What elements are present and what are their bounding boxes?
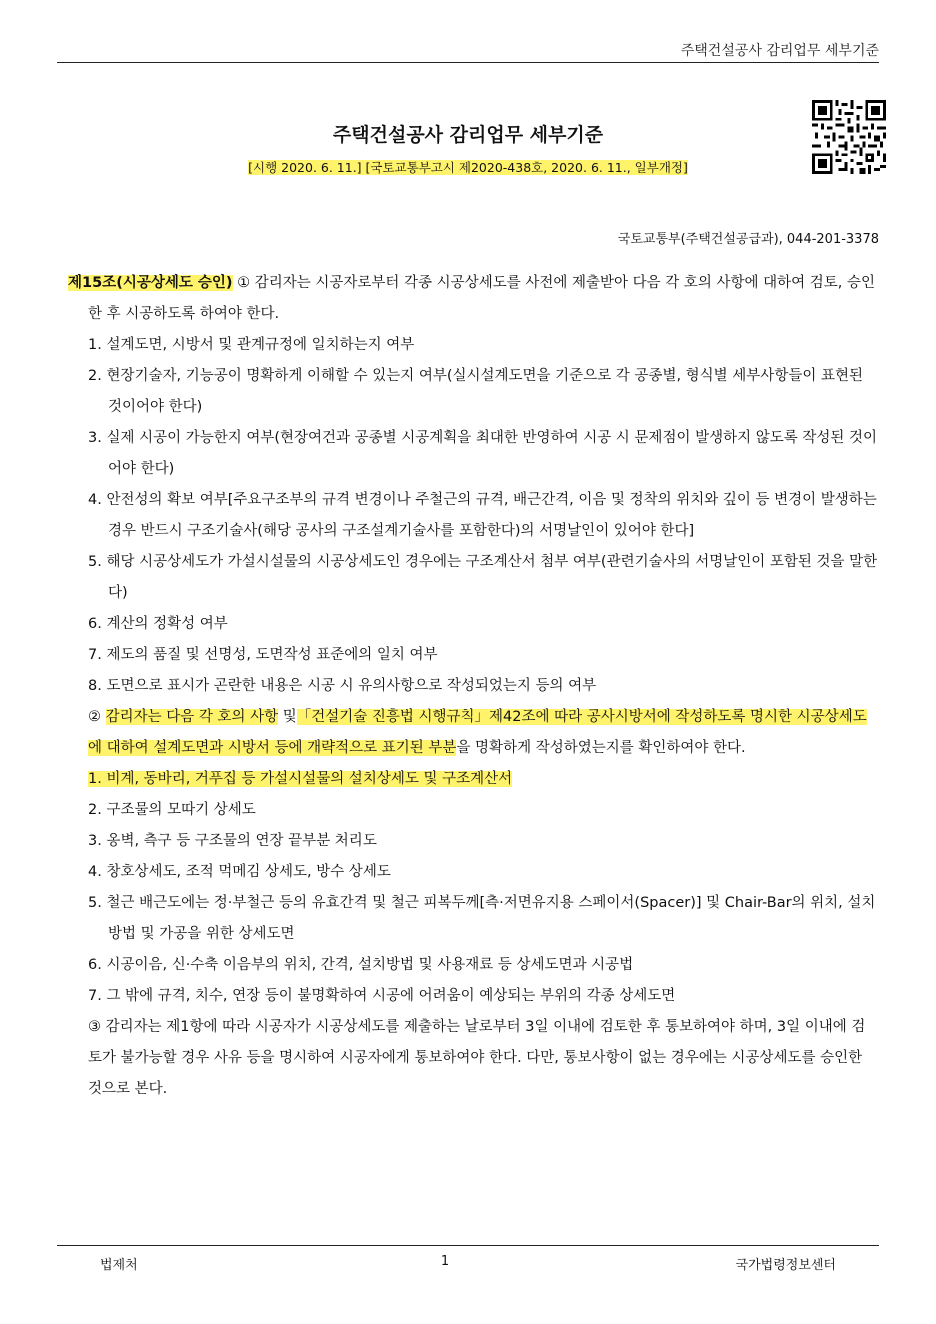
paragraph-2-highlight-2: 「건설기술 진흥법 시행규칙」제42조에 따라 공사시방서에 작성하도록 명시한 시공상세도에 대하여 설계도면과 시방서 등에 개략적으로 표기된 부분 xyxy=(88,709,867,756)
list-item: 3. 실제 시공이 가능한지 여부(현장여건과 공종별 시공계획을 최대한 반영하여 시공 시 문제점이 발생하지 않도록 작성된 것이어야 한다) xyxy=(88,430,877,477)
article-paragraph-3: ③ 감리자는 제1항에 따라 시공자가 시공상세도를 제출하는 날로부터 3일 이내에 검토한 후 통보하여야 하며, 3일 이내에 검토가 불가능할 경우 사유 등을 명시하여 시공자에게 통보하여야 한다. 다만, 통보사항이 없는 경우에는 시공상세도를 승인한 것으로 본다. xyxy=(88,1019,866,1097)
list-item: 2. 현장기술자, 기능공이 명확하게 이해할 수 있는지 여부(실시설계도면을 기준으로 각 공종별, 형식별 세부사항들이 표현된 것이어야 한다) xyxy=(88,368,863,415)
document-subtitle-wrap xyxy=(0,158,936,176)
document-title: 주택건설공사 감리업무 세부기준 xyxy=(332,124,604,146)
list-item-highlighted xyxy=(68,764,879,795)
list-item: 6. 계산의 정확성 여부 xyxy=(88,616,228,632)
list-item: 5. 해당 시공상세도가 가설시설물의 시공상세도인 경우에는 구조계산서 첨부 여부(관련기술사의 서명날인이 포함된 것을 말한다) xyxy=(88,554,878,601)
list-item: 6. 시공이음, 신·수축 이음부의 위치, 간격, 설치방법 및 사용재료 등 상세도면과 시공법 xyxy=(88,957,634,973)
header-rule xyxy=(57,62,879,63)
article-heading: 제15조(시공상세도 승인) xyxy=(68,275,233,291)
paragraph-2-prefix: ② xyxy=(88,709,106,725)
list-item: 7. 그 밖에 규격, 치수, 연장 등이 불명확하여 시공에 어려움이 예상되는 부위의 각종 상세도면 xyxy=(88,988,676,1004)
paragraph-2-mid: 및 xyxy=(278,709,297,725)
highlighted-item-text: 1. 비계, 동바리, 거푸집 등 가설시설물의 설치상세도 및 구조계산서 xyxy=(88,771,513,787)
paragraph-2-suffix: 을 명확하게 작성하였는지를 확인하여야 한다. xyxy=(456,740,746,756)
paragraph-2-highlight-1: 감리자는 다음 각 호의 사항 xyxy=(105,709,279,725)
footer-publisher: 법제처 xyxy=(100,1258,138,1273)
list-item: 3. 옹벽, 측구 등 구조물의 연장 끝부분 처리도 xyxy=(88,833,377,849)
running-header-title: 주택건설공사 감리업무 세부기준 xyxy=(680,43,879,59)
footer-rule xyxy=(57,1245,879,1246)
article-paragraph-2 xyxy=(68,702,879,764)
article-body xyxy=(68,268,879,1105)
ministry-contact: 국토교통부(주택건설공급과), 044-201-3378 xyxy=(617,232,879,247)
list-item: 4. 안전성의 확보 여부[주요구조부의 규격 변경이나 주철근의 규격, 배근간격, 이음 및 정착의 위치와 깊이 등 변경이 발생하는 경우 반드시 구조기술사(해당 공사의 구조설계기술사를 포함한다)의 서명날인이 있어야 한다] xyxy=(88,492,877,539)
article-paragraph-1 xyxy=(68,268,879,330)
qr-code-icon[interactable] xyxy=(812,100,886,174)
list-item: 1. 설계도면, 시방서 및 관계규정에 일치하는지 여부 xyxy=(88,337,415,353)
list-item: 8. 도면으로 표시가 곤란한 내용은 시공 시 유의사항으로 작성되었는지 등의 여부 xyxy=(88,678,597,694)
document-subtitle: [시행 2020. 6. 11.] [국토교통부고시 제2020-438호, 2020. 6. 11., 일부개정] xyxy=(248,160,688,175)
list-item: 4. 창호상세도, 조적 먹메김 상세도, 방수 상세도 xyxy=(88,864,391,880)
footer-page-number: 1 xyxy=(440,1254,450,1269)
list-item: 2. 구조물의 모따기 상세도 xyxy=(88,802,256,818)
list-item: 7. 제도의 품질 및 선명성, 도면작성 표준에의 일치 여부 xyxy=(88,647,438,663)
footer-source: 국가법령정보센터 xyxy=(735,1258,836,1273)
paragraph-1-text: ① 감리자는 시공자로부터 각종 시공상세도를 사전에 제출받아 다음 각 호의 사항에 대하여 검토, 승인한 후 시공하도록 하여야 한다. xyxy=(88,275,875,322)
list-item: 5. 철근 배근도에는 정·부철근 등의 유효간격 및 철근 피복두께[측·저면유지용 스페이서(Spacer)] 및 Chair-Bar의 위치, 설치방법 및 가공을 위한 상세도면 xyxy=(88,895,876,942)
